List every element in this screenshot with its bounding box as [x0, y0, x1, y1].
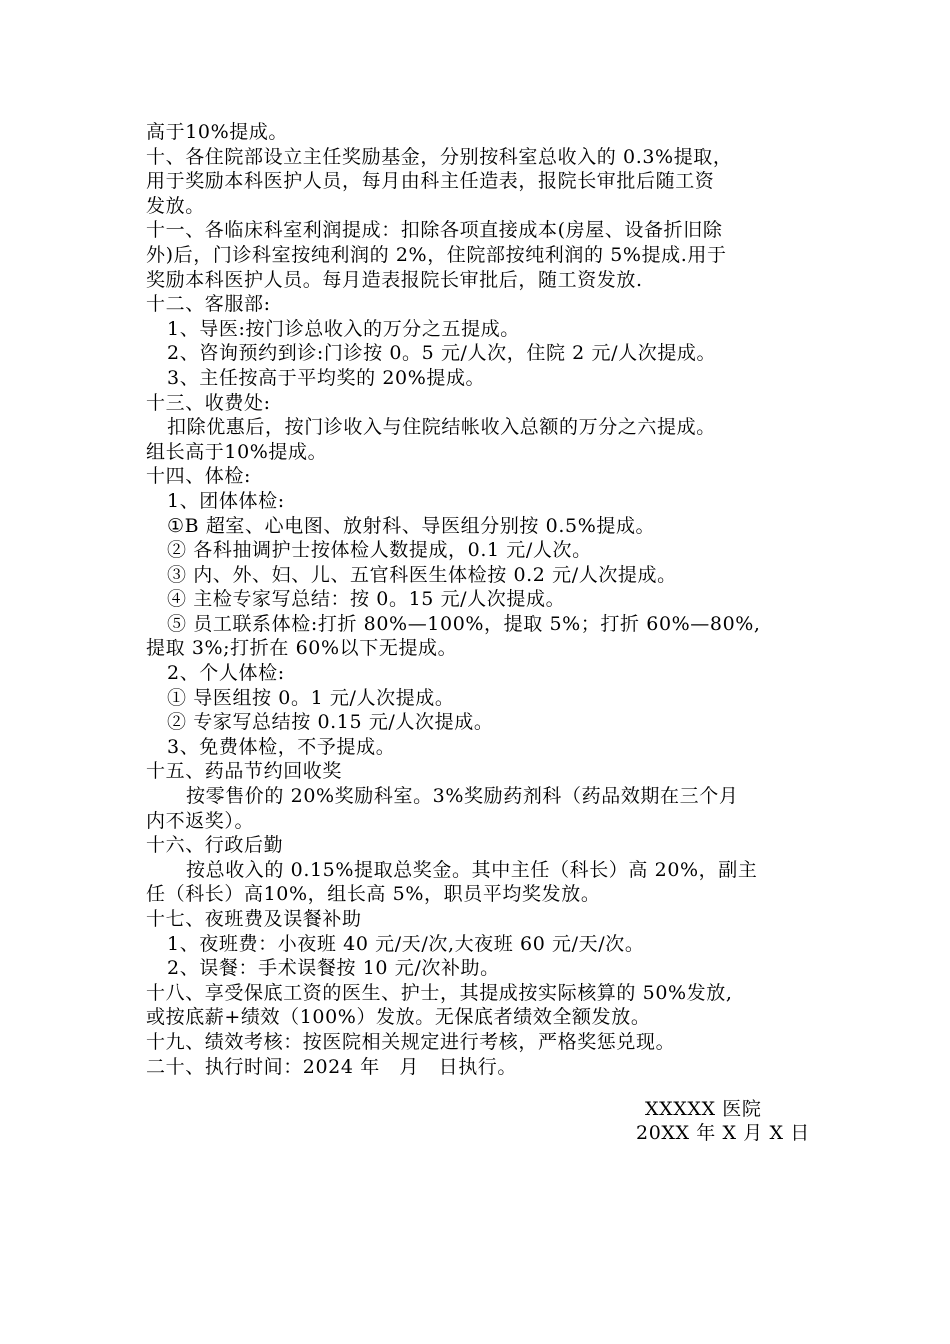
text-line: 按零售价的 20%奖励科室。3%奖励药剂科（药品效期在三个月 [186, 785, 739, 808]
text-line: 十一、各临床科室利润提成：扣除各项直接成本(房屋、设备折旧除 [146, 219, 723, 242]
text-line: 二十、执行时间：2024 年 月 日执行。 [146, 1055, 517, 1078]
text-line: 十七、夜班费及误餐补助 [146, 908, 362, 930]
text-line: ①B 超室、心电图、放射科、导医组分别按 0.5%提成。 [167, 514, 656, 537]
text-line: ⑤ 员工联系体检:打折 80%—100%，提取 5%；打折 60%—80%, [167, 612, 761, 635]
text-line: 1、夜班费：小夜班 40 元/天/次,大夜班 60 元/天/次。 [167, 932, 645, 955]
text-line: 高于10%提成。 [146, 121, 289, 143]
signature-date: 20XX 年 X 月 X 日 [636, 1122, 810, 1144]
text-line: 内不返奖）。 [146, 809, 255, 832]
text-line: 1、导医:按门诊总收入的万分之五提成。 [167, 317, 520, 340]
text-line: 十八、享受保底工资的医生、护士，其提成按实际核算的 50%发放, [146, 981, 733, 1004]
text-line: 3、免费体检，不予提成。 [167, 735, 396, 758]
signature-organization: XXXXX 医院 [645, 1098, 762, 1120]
text-line: 1、团体体检: [167, 489, 285, 512]
text-line: ① 导医组按 0。1 元/人次提成。 [167, 686, 455, 709]
text-line: 十四、体检: [146, 465, 252, 488]
text-line: 十六、行政后勤 [146, 834, 284, 857]
text-line: 任（科长）高10%，组长高 5%，职员平均奖发放。 [146, 883, 601, 906]
text-line: 外)后，门诊科室按纯利润的 2%，住院部按纯利润的 5%提成.用于 [146, 243, 727, 266]
text-line: 发放。 [146, 194, 205, 217]
text-line: 组长高于10%提成。 [146, 440, 328, 463]
text-line: ② 各科抽调护士按体检人数提成，0.1 元/人次。 [167, 539, 592, 562]
text-line: 用于奖励本科医护人员，每月由科主任造表，报院长审批后随工资 [146, 170, 715, 193]
text-line: 十二、客服部: [146, 293, 271, 316]
text-line: 2、误餐：手术误餐按 10 元/次补助。 [167, 957, 500, 980]
text-line: ② 专家写总结按 0.15 元/人次提成。 [167, 711, 494, 734]
document-body [146, 120, 816, 1079]
text-line: 十五、药品节约回收奖 [146, 760, 343, 783]
text-line: 或按底薪+绩效（100%）发放。无保底者绩效全额发放。 [146, 1006, 651, 1029]
text-line: 十三、收费处: [146, 391, 271, 414]
text-line: 按总收入的 0.15%提取总奖金。其中主任（科长）高 20%，副主 [186, 858, 758, 881]
text-line: 3、主任按高于平均奖的 20%提成。 [167, 366, 486, 389]
text-line: 十九、绩效考核：按医院相关规定进行考核，严格奖惩兑现。 [146, 1030, 676, 1053]
text-line: 提取 3%;打折在 60%以下无提成。 [146, 637, 458, 660]
text-line: 2、咨询预约到诊:门诊按 0。5 元/人次，住院 2 元/人次提成。 [167, 342, 717, 365]
text-line: 扣除优惠后，按门诊收入与住院结帐收入总额的万分之六提成。 [167, 416, 716, 439]
text-line: ③ 内、外、妇、儿、五官科医生体检按 0.2 元/人次提成。 [167, 563, 677, 586]
text-line: 十、各住院部设立主任奖励基金，分别按科室总收入的 0.3%提取， [146, 145, 733, 168]
text-line: 2、个人体检: [167, 662, 285, 685]
text-line: ④ 主检专家写总结：按 0。15 元/人次提成。 [167, 588, 566, 611]
text-line: 奖励本科医护人员。每月造表报院长审批后，随工资发放. [146, 268, 643, 291]
